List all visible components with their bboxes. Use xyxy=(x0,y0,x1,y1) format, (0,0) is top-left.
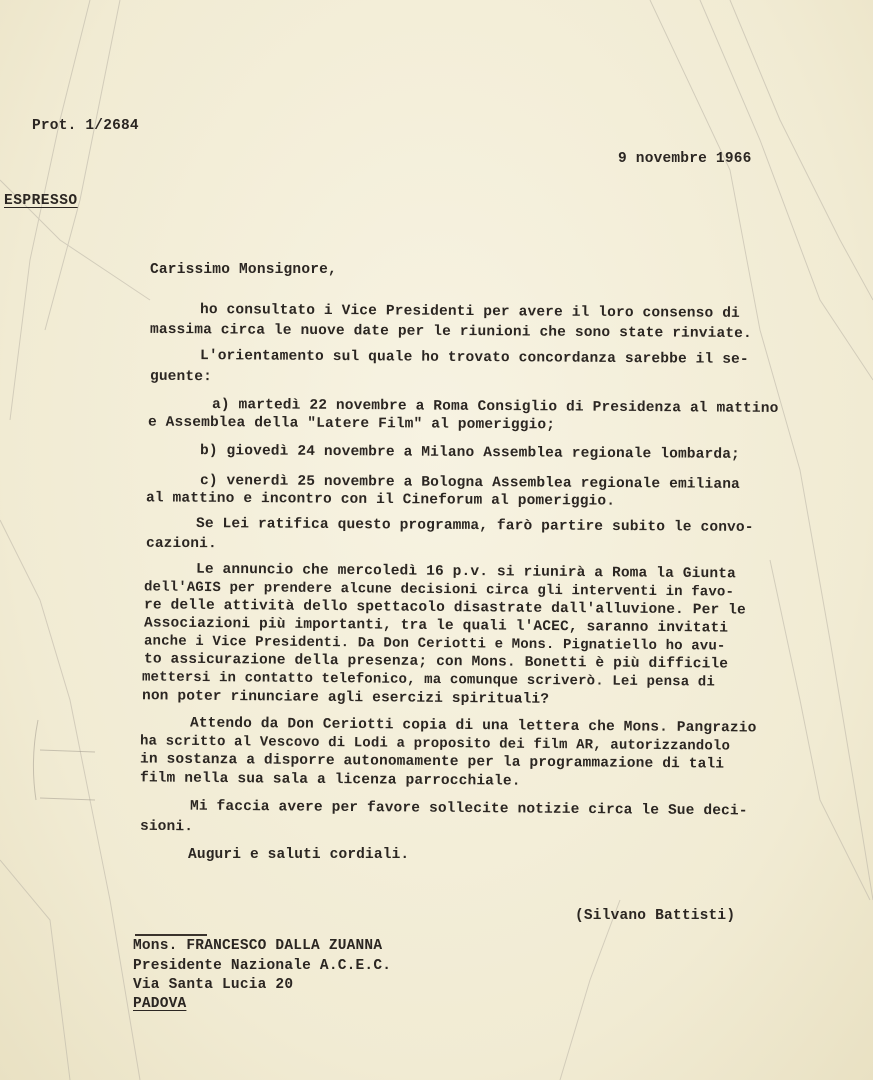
body-line: al mattino e incontro con il Cineforum al pomeriggio. xyxy=(145,490,616,510)
agenda-item-c: c) venerdì 25 novembre a Bologna Assemblea regionale emiliana xyxy=(199,473,740,493)
body-line: in sostanza a disporre autonomamente per la programmazione di tali xyxy=(139,751,725,773)
body-line: L'orientamento sul quale ho trovato concordanza sarebbe il se- xyxy=(199,348,749,368)
body-line: anche i Vice Presidenti. Da Don Ceriotti e Mons. Pignatiello ho avu- xyxy=(143,633,726,655)
body-line: mettersi in contatto telefonico, ma comunque scriverò. Lei pensa di xyxy=(141,669,716,691)
agenda-item-b: b) giovedì 24 novembre a Milano Assemblea regionale lombarda; xyxy=(199,443,740,463)
body-line: Se Lei ratifica questo programma, farò partire subito le convo- xyxy=(195,516,754,536)
body-line: guente: xyxy=(149,368,213,386)
protocol-number: Prot. 1/2684 xyxy=(32,118,139,134)
body-line: sioni. xyxy=(139,818,194,836)
recipient-name: Mons. FRANCESCO DALLA ZUANNA xyxy=(133,938,383,954)
body-line: ha scritto al Vescovo di Lodi a proposito dei film AR, autorizzandolo xyxy=(139,733,731,755)
agenda-item-a: a) martedì 22 novembre a Roma Consiglio di Presidenza al mattino xyxy=(211,397,779,417)
body-line: ho consultato i Vice Presidenti per avere il loro consenso di xyxy=(199,302,740,322)
body-line: Mi faccia avere per favore sollecite notizie circa le Sue deci- xyxy=(189,798,748,820)
closing: Auguri e saluti cordiali. xyxy=(188,847,410,863)
delivery-mark: ESPRESSO xyxy=(4,193,78,209)
body-line: non poter rinunciare agli esercizi spirituali? xyxy=(141,688,550,708)
body-line: massima circa le nuove date per le riunioni che sono state rinviate. xyxy=(149,321,752,343)
recipient-city: PADOVA xyxy=(133,996,187,1012)
recipient-rule xyxy=(135,934,207,936)
body-line: Associazioni più importanti, tra le quali l'ACEC, saranno invitati xyxy=(143,615,729,637)
recipient-title: Presidente Nazionale A.C.E.C. xyxy=(133,958,392,974)
body-line: dell'AGIS per prendere alcune decisioni circa gli interventi in favo- xyxy=(143,579,735,601)
salutation: Carissimo Monsignore, xyxy=(150,262,337,278)
recipient-street: Via Santa Lucia 20 xyxy=(133,977,294,993)
body-line: Le annuncio che mercoledì 16 p.v. si riunirà a Roma la Giunta xyxy=(195,561,736,583)
body-line: e Assemblea della "Latere Film" al pomeriggio; xyxy=(147,414,556,434)
body-line: Attendo da Don Ceriotti copia di una lettera che Mons. Pangrazio xyxy=(189,715,757,737)
body-line: film nella sua sala a licenza parrocchiale. xyxy=(139,770,521,790)
signature: (Silvano Battisti) xyxy=(575,908,736,924)
letter-date: 9 novembre 1966 xyxy=(618,151,752,167)
body-line: to assicurazione della presenza; con Mons. Bonetti è più difficile xyxy=(143,651,729,673)
body-line: cazioni. xyxy=(145,535,217,553)
body-line: re delle attività dello spettacolo disastrate dall'alluvione. Per le xyxy=(143,597,746,619)
